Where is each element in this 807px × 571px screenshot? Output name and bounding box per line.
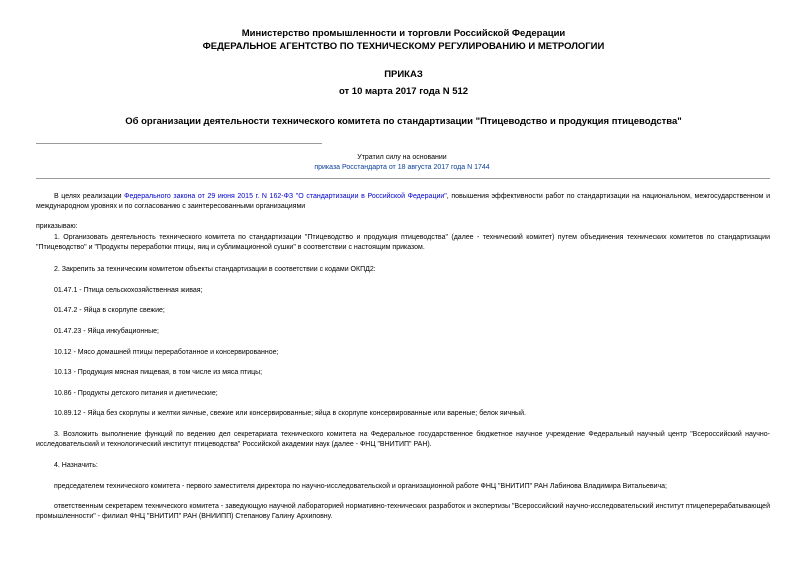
code-item: 10.13 - Продукция мясная пищевая, в том числе из мяса птицы; xyxy=(54,369,263,376)
code-item: 01.47.2 - Яйца в скорлупе свежие; xyxy=(54,307,165,314)
item-1: 1. Организовать деятельность технического комитета по стандартизации "Птицеводство и продукция птицеводства" (далее - технический комитет) путем объединения технических комитетов по стандартизации "Птицеводство" и "Продукты переработки птицы, яиц и сублимационной сушки" в соответствии с настоящим приказом. xyxy=(36,234,770,251)
item-2: 2. Закрепить за техническим комитетом объекты стандартизации в соответствии с кодами ОКПД2: xyxy=(54,266,376,273)
code-item: 10.12 - Мясо домашней птицы переработанное и консервированное; xyxy=(54,349,279,356)
chairman-paragraph: председателем технического комитета - первого заместителя директора по научно-исследовательской и организационной работе ФНЦ "ВНИТИП" РАН Лабинова Владимира Витальевича; xyxy=(54,483,667,490)
secretary-paragraph: ответственным секретарем технического комитета - заведующую научной лабораторией нормативно-технических разработок и экспертизы "Всероссийский научно-исследовательский институт птицеперерабатывающей промышленности" - филиал ФНЦ "ВНИТИП" РАН (ВНИИПП) Степанову Галину Архиповну. xyxy=(36,503,770,520)
intro-paragraph xyxy=(36,192,770,211)
item-3: 3. Возложить выполнение функций по ведению дел секретариата технического комитета на Федеральное государственное бюджетное научное учреждение Федеральный научный центр "Всероссийский научно-исследовательский и технологический институт птицеводства" Российской академии наук (далее - ФНЦ "ВНИТИП" РАН). xyxy=(36,431,770,448)
status-note-text: Утратил силу на основании xyxy=(357,154,447,161)
federal-law-link[interactable]: Федерального закона от 29 июня 2015 г. N 162-ФЗ "О стандартизации в Российской Федерации" xyxy=(124,193,447,200)
code-item: 01.47.1 - Птица сельскохозяйственная живая; xyxy=(54,287,203,294)
ministry-name: Министерство промышленности и торговли Российской Федерации xyxy=(241,28,566,39)
status-note-link[interactable]: приказа Росстандарта от 18 августа 2017 года N 1744 xyxy=(314,164,490,171)
agency-name: ФЕДЕРАЛЬНОЕ АГЕНТСТВО ПО ТЕХНИЧЕСКОМУ РЕГУЛИРОВАНИЮ И МЕТРОЛОГИИ xyxy=(202,41,605,52)
document-type: ПРИКАЗ xyxy=(384,69,423,80)
code-item: 10.86 - Продукты детского питания и диетические; xyxy=(54,390,218,397)
document-date-number: от 10 марта 2017 года N 512 xyxy=(338,86,469,97)
item-4: 4. Назначить: xyxy=(54,462,98,469)
intro-suffix: , повышения эффективности работ по стандартизации на национальном, межгосударственном и международном уровнях и по согласованию с заинтересованными организациями xyxy=(36,193,771,210)
intro-prefix: В целях реализации xyxy=(54,193,125,200)
short-divider xyxy=(36,143,322,144)
document-title: Об организации деятельности технического комитета по стандартизации "Птицеводство и продукция птицеводства" xyxy=(125,116,682,127)
long-divider xyxy=(36,178,770,179)
code-item: 01.47.23 - Яйца инкубационные; xyxy=(54,328,159,335)
code-item: 10.89.12 - Яйца без скорлупы и желтки яичные, свежие или консервированные; яйца в скорлупе консервированные или вареные; белок яичный. xyxy=(54,410,526,417)
order-word: приказываю: xyxy=(36,223,78,230)
